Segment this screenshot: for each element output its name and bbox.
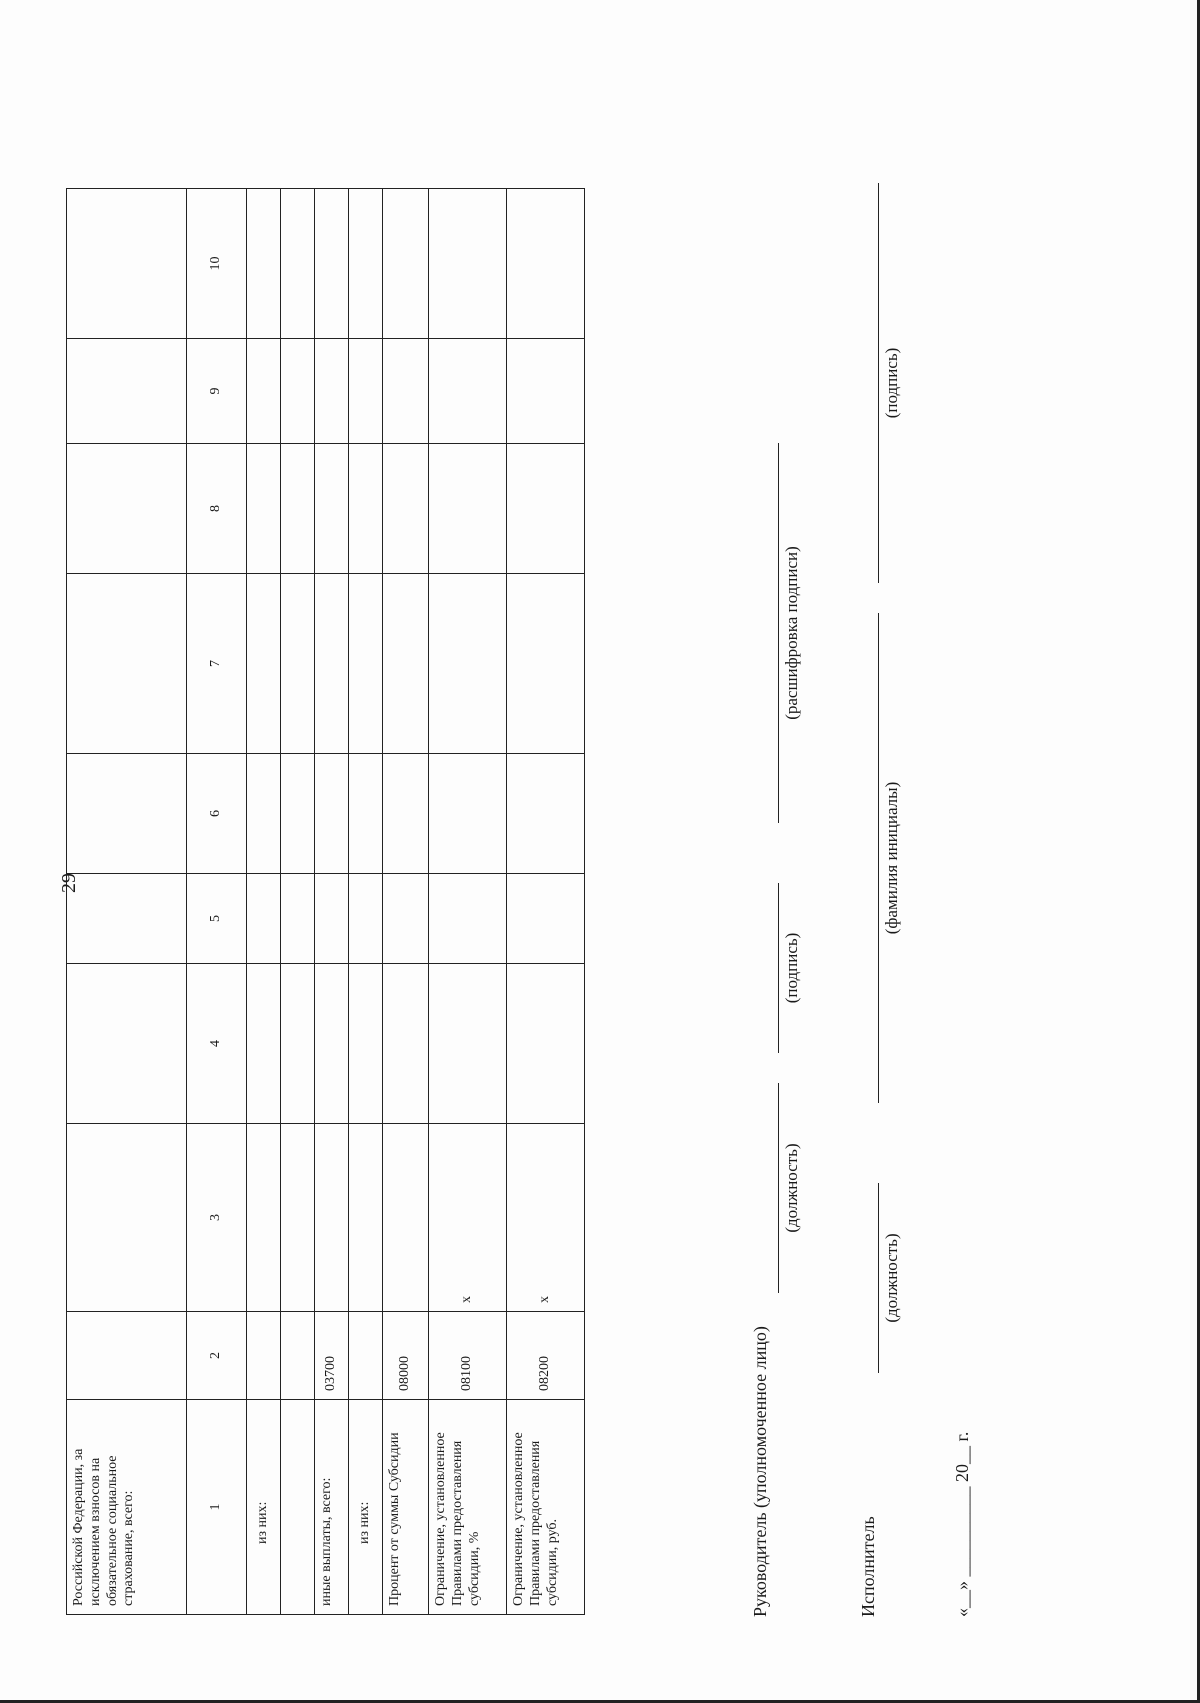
row-label (281, 1400, 315, 1615)
row-label: Процент от суммы Субсидии (383, 1400, 429, 1615)
table-cell (247, 574, 281, 754)
table-cell (67, 574, 187, 754)
executor-name-line (878, 613, 879, 1103)
date-line: «__» __________ 20__ г. (952, 1431, 972, 1617)
executor-signature-caption: (подпись) (882, 347, 901, 419)
table-cell (281, 1124, 315, 1312)
table-cell (247, 444, 281, 574)
table-cell (315, 754, 349, 874)
row-code (67, 1312, 187, 1400)
table-cell (429, 754, 507, 874)
table-cell: x (429, 1124, 507, 1312)
table-row (67, 189, 187, 1615)
head-signature-line (778, 883, 779, 1053)
table-cell (247, 754, 281, 874)
table-cell: 10 (187, 189, 247, 339)
table-cell (67, 339, 187, 444)
table-cell (247, 339, 281, 444)
head-position-caption: (должность) (782, 1143, 801, 1233)
row-label: из них: (349, 1400, 383, 1615)
report-table (66, 188, 585, 1615)
table-cell (383, 339, 429, 444)
table-cell (507, 754, 585, 874)
row-label: Российской Федерации, за исключением взносов на обязательное социальное страхование, всего: (67, 1400, 187, 1615)
table-cell (281, 754, 315, 874)
table-cell (247, 874, 281, 964)
head-label: Руководитель (уполномоченное лицо) (750, 1326, 770, 1617)
table-cell (349, 339, 383, 444)
table-cell (281, 964, 315, 1124)
table-cell: 6 (187, 754, 247, 874)
table-cell: 9 (187, 339, 247, 444)
table-cell (67, 444, 187, 574)
table-cell (429, 189, 507, 339)
executor-name-caption: (фамилия инициалы) (882, 781, 901, 935)
head-decoding-line (778, 443, 779, 823)
row-code: 03700 (315, 1312, 349, 1400)
table-cell (281, 874, 315, 964)
table-row (187, 189, 247, 1615)
table-cell (429, 874, 507, 964)
row-code (281, 1312, 315, 1400)
table-cell (315, 574, 349, 754)
table-cell (67, 189, 187, 339)
row-code (247, 1312, 281, 1400)
row-code (349, 1312, 383, 1400)
table-cell: 5 (187, 874, 247, 964)
table-cell (383, 964, 429, 1124)
executor-label: Исполнитель (858, 1516, 878, 1617)
table-cell (349, 574, 383, 754)
table-cell (429, 444, 507, 574)
table-cell (349, 1124, 383, 1312)
row-label: иные выплаты, всего: (315, 1400, 349, 1615)
table-cell (67, 1124, 187, 1312)
table-cell: 4 (187, 964, 247, 1124)
row-code: 08100 (429, 1312, 507, 1400)
table-cell (383, 574, 429, 754)
table-cell (349, 964, 383, 1124)
table-cell (349, 874, 383, 964)
table-cell: 8 (187, 444, 247, 574)
table-cell (315, 339, 349, 444)
table-cell: x (507, 1124, 585, 1312)
table-cell (429, 964, 507, 1124)
table-cell (315, 189, 349, 339)
table-cell (315, 1124, 349, 1312)
executor-signature-line (878, 183, 879, 583)
table-cell (507, 964, 585, 1124)
head-signature-caption: (подпись) (782, 932, 801, 1004)
table-cell (67, 754, 187, 874)
table-cell (429, 339, 507, 444)
table-cell (349, 189, 383, 339)
table-cell (315, 444, 349, 574)
row-label: Ограничение, установленное Правилами предоставления субсидии, руб. (507, 1400, 585, 1615)
table-cell (349, 444, 383, 574)
executor-position-line (878, 1183, 879, 1373)
table-cell: 3 (187, 1124, 247, 1312)
head-position-line (778, 1083, 779, 1293)
table-cell (383, 874, 429, 964)
row-code: 08200 (507, 1312, 585, 1400)
row-code: 08000 (383, 1312, 429, 1400)
table-cell (281, 339, 315, 444)
table-row (429, 189, 507, 1615)
table-cell (247, 1124, 281, 1312)
table-row (383, 189, 429, 1615)
table-cell (383, 1124, 429, 1312)
table-cell (315, 874, 349, 964)
table-cell (429, 574, 507, 754)
table-row (507, 189, 585, 1615)
table-cell (507, 339, 585, 444)
table-row (349, 189, 383, 1615)
head-decoding-caption: (расшифровка подписи) (782, 546, 801, 720)
table-row (315, 189, 349, 1615)
table-cell (281, 574, 315, 754)
table-cell (349, 754, 383, 874)
table-cell (281, 444, 315, 574)
table-cell (507, 874, 585, 964)
table-cell (383, 754, 429, 874)
table-cell (507, 189, 585, 339)
row-label: из них: (247, 1400, 281, 1615)
table-row (281, 189, 315, 1615)
table-cell (383, 189, 429, 339)
table-cell (383, 444, 429, 574)
row-code: 2 (187, 1312, 247, 1400)
table-cell (247, 964, 281, 1124)
table-cell (67, 874, 187, 964)
table-cell (315, 964, 349, 1124)
page-number: 29 (58, 873, 80, 893)
table-cell (507, 444, 585, 574)
table-cell (281, 189, 315, 339)
table-cell (507, 574, 585, 754)
table-cell (247, 189, 281, 339)
table-cell (67, 964, 187, 1124)
table-cell: 7 (187, 574, 247, 754)
row-label: Ограничение, установленное Правилами предоставления субсидии, % (429, 1400, 507, 1615)
executor-position-caption: (должность) (882, 1233, 901, 1323)
table-row (247, 189, 281, 1615)
row-label: 1 (187, 1400, 247, 1615)
